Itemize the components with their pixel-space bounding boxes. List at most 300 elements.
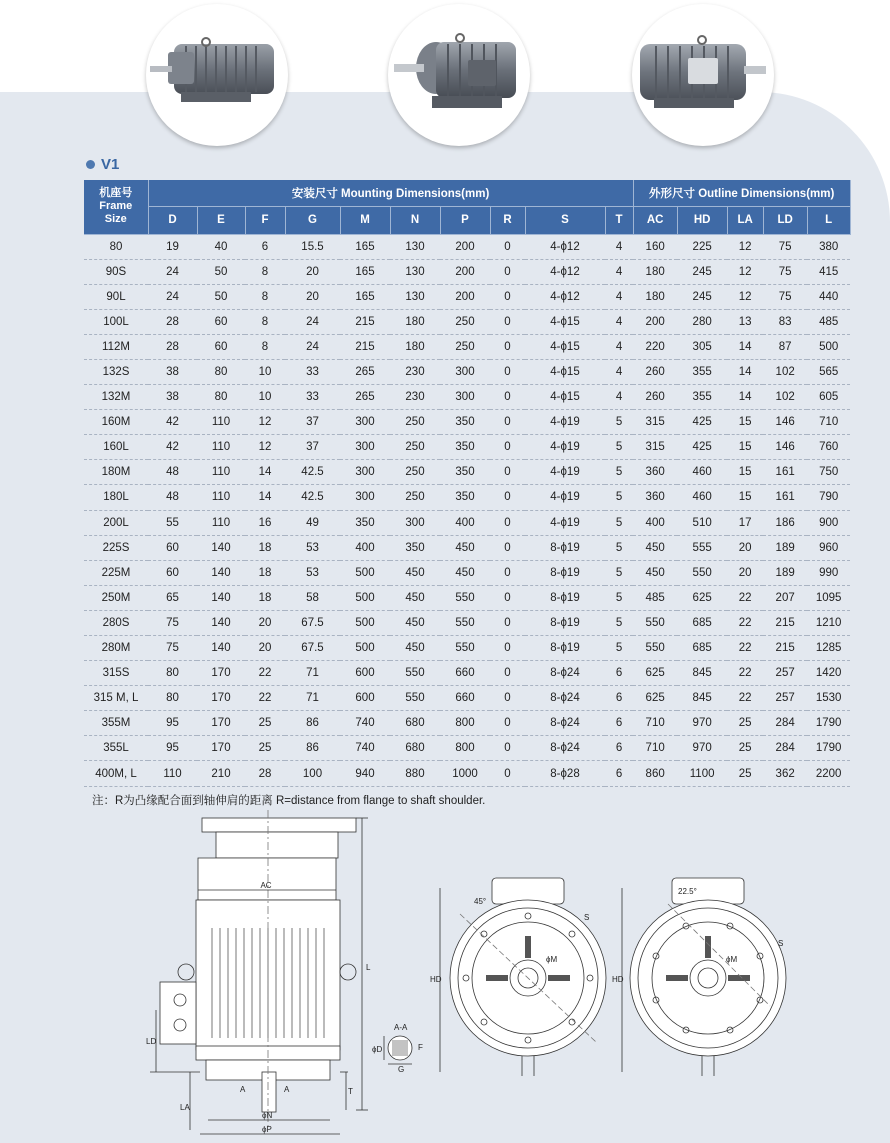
table-cell: 0 xyxy=(490,309,525,334)
table-cell: 1420 xyxy=(807,661,850,686)
table-row xyxy=(84,560,850,585)
table-cell: 140 xyxy=(197,560,245,585)
table-cell: 550 xyxy=(390,661,440,686)
table-cell: 65 xyxy=(148,585,197,610)
table-cell: 200 xyxy=(440,234,490,259)
column-header-ld: LD xyxy=(763,206,807,234)
table-cell: 8-ϕ24 xyxy=(525,736,605,761)
table-cell: 1790 xyxy=(807,711,850,736)
table-cell: 207 xyxy=(763,585,807,610)
table-cell: 53 xyxy=(285,560,340,585)
table-cell: 8 xyxy=(245,259,285,284)
footnote: 注：R为凸缘配合面到轴伸肩的距离 R=distance from flange to shaft shoulder. xyxy=(92,795,486,807)
table-cell: 4 xyxy=(605,259,633,284)
table-cell: 500 xyxy=(807,334,850,359)
table-cell: 450 xyxy=(633,535,677,560)
table-cell: 102 xyxy=(763,385,807,410)
table-cell: 22 xyxy=(245,686,285,711)
frame-size-cell: 280S xyxy=(84,610,148,635)
table-cell: 165 xyxy=(340,284,390,309)
table-cell: 1285 xyxy=(807,636,850,661)
motor-photo-1 xyxy=(146,4,288,146)
table-cell: 6 xyxy=(605,661,633,686)
table-cell: 180 xyxy=(633,284,677,309)
table-cell: 350 xyxy=(340,510,390,535)
table-cell: 350 xyxy=(390,535,440,560)
table-cell: 140 xyxy=(197,636,245,661)
label-d: ϕD xyxy=(372,1045,383,1054)
table-cell: 4-ϕ15 xyxy=(525,334,605,359)
table-cell: 20 xyxy=(245,610,285,635)
frame-size-cell: 225S xyxy=(84,535,148,560)
table-cell: 4-ϕ15 xyxy=(525,359,605,384)
table-cell: 75 xyxy=(148,610,197,635)
table-cell: 4-ϕ15 xyxy=(525,309,605,334)
table-cell: 225 xyxy=(677,234,727,259)
table-cell: 19 xyxy=(148,234,197,259)
table-cell: 24 xyxy=(148,284,197,309)
table-cell: 130 xyxy=(390,259,440,284)
table-cell: 0 xyxy=(490,686,525,711)
table-cell: 180 xyxy=(390,334,440,359)
table-row xyxy=(84,636,850,661)
label-s2: S xyxy=(778,939,784,948)
table-cell: 71 xyxy=(285,686,340,711)
label-ac: AC xyxy=(260,881,272,890)
table-cell: 4 xyxy=(605,385,633,410)
table-cell: 86 xyxy=(285,736,340,761)
frame-size-cell: 225M xyxy=(84,560,148,585)
table-cell: 940 xyxy=(340,761,390,786)
table-cell: 740 xyxy=(340,711,390,736)
table-cell: 37 xyxy=(285,410,340,435)
table-cell: 86 xyxy=(285,711,340,736)
table-cell: 315 xyxy=(633,410,677,435)
table-cell: 600 xyxy=(340,686,390,711)
frame-size-cell: 90S xyxy=(84,259,148,284)
table-cell: 415 xyxy=(807,259,850,284)
table-row xyxy=(84,510,850,535)
side-view-drawing xyxy=(150,810,368,1134)
table-row xyxy=(84,385,850,410)
frame-size-header xyxy=(84,180,148,234)
table-cell: 50 xyxy=(197,259,245,284)
table-cell: 360 xyxy=(633,460,677,485)
table-cell: 230 xyxy=(390,359,440,384)
table-cell: 250 xyxy=(440,334,490,359)
table-cell: 53 xyxy=(285,535,340,560)
label-a2: A xyxy=(284,1085,290,1094)
table-cell: 760 xyxy=(807,435,850,460)
table-cell: 500 xyxy=(340,560,390,585)
table-cell: 6 xyxy=(605,736,633,761)
table-cell: 5 xyxy=(605,485,633,510)
table-cell: 0 xyxy=(490,334,525,359)
table-cell: 460 xyxy=(677,460,727,485)
table-cell: 25 xyxy=(245,711,285,736)
table-cell: 22 xyxy=(727,585,763,610)
table-cell: 4-ϕ19 xyxy=(525,485,605,510)
table-cell: 740 xyxy=(340,736,390,761)
table-cell: 4-ϕ19 xyxy=(525,460,605,485)
table-cell: 350 xyxy=(440,410,490,435)
table-cell: 0 xyxy=(490,385,525,410)
table-cell: 215 xyxy=(340,309,390,334)
table-cell: 0 xyxy=(490,711,525,736)
frame-size-cell: 160L xyxy=(84,435,148,460)
table-cell: 60 xyxy=(197,309,245,334)
table-cell: 990 xyxy=(807,560,850,585)
table-cell: 625 xyxy=(633,661,677,686)
column-header-la: LA xyxy=(727,206,763,234)
table-cell: 110 xyxy=(197,435,245,460)
table-cell: 10 xyxy=(245,359,285,384)
table-cell: 305 xyxy=(677,334,727,359)
table-cell: 5 xyxy=(605,535,633,560)
table-cell: 220 xyxy=(633,334,677,359)
table-cell: 685 xyxy=(677,636,727,661)
table-cell: 67.5 xyxy=(285,636,340,661)
front-view-1-drawing xyxy=(440,878,606,1076)
table-row xyxy=(84,686,850,711)
table-cell: 8 xyxy=(245,309,285,334)
table-cell: 0 xyxy=(490,736,525,761)
table-cell: 12 xyxy=(727,284,763,309)
table-cell: 15 xyxy=(727,485,763,510)
table-cell: 38 xyxy=(148,359,197,384)
table-cell: 24 xyxy=(285,309,340,334)
table-cell: 22 xyxy=(727,686,763,711)
table-cell: 4 xyxy=(605,284,633,309)
table-cell: 12 xyxy=(727,259,763,284)
table-cell: 245 xyxy=(677,259,727,284)
table-cell: 440 xyxy=(807,284,850,309)
table-cell: 48 xyxy=(148,485,197,510)
table-cell: 180 xyxy=(390,309,440,334)
table-cell: 0 xyxy=(490,435,525,460)
table-cell: 400 xyxy=(440,510,490,535)
table-cell: 8-ϕ19 xyxy=(525,636,605,661)
table-cell: 80 xyxy=(148,661,197,686)
table-cell: 265 xyxy=(340,359,390,384)
front-view-2-drawing xyxy=(622,878,786,1076)
motor-photo-3 xyxy=(632,4,774,146)
table-cell: 17 xyxy=(727,510,763,535)
label-angle2: 22.5° xyxy=(678,887,697,896)
table-cell: 355 xyxy=(677,385,727,410)
mounting-dimensions-header: 安装尺寸 Mounting Dimensions(mm) xyxy=(148,180,633,206)
table-row xyxy=(84,259,850,284)
table-cell: 140 xyxy=(197,610,245,635)
table-cell: 284 xyxy=(763,736,807,761)
section-title xyxy=(86,156,119,173)
frame-size-cell: 112M xyxy=(84,334,148,359)
table-cell: 0 xyxy=(490,485,525,510)
table-cell: 300 xyxy=(390,510,440,535)
frame-size-cell: 100L xyxy=(84,309,148,334)
table-cell: 42 xyxy=(148,435,197,460)
table-cell: 28 xyxy=(148,334,197,359)
table-row xyxy=(84,309,850,334)
table-cell: 55 xyxy=(148,510,197,535)
table-cell: 42.5 xyxy=(285,485,340,510)
table-cell: 450 xyxy=(390,610,440,635)
table-cell: 42 xyxy=(148,410,197,435)
table-cell: 625 xyxy=(677,585,727,610)
table-cell: 0 xyxy=(490,535,525,560)
table-cell: 40 xyxy=(197,234,245,259)
table-cell: 18 xyxy=(245,560,285,585)
table-cell: 18 xyxy=(245,535,285,560)
table-cell: 8-ϕ24 xyxy=(525,711,605,736)
table-cell: 250 xyxy=(390,485,440,510)
table-cell: 15 xyxy=(727,410,763,435)
shaft-section-drawing xyxy=(384,1036,412,1064)
table-cell: 22 xyxy=(727,636,763,661)
table-cell: 12 xyxy=(245,435,285,460)
table-cell: 161 xyxy=(763,485,807,510)
table-cell: 4 xyxy=(605,309,633,334)
table-cell: 380 xyxy=(807,234,850,259)
table-cell: 250 xyxy=(390,435,440,460)
table-cell: 450 xyxy=(633,560,677,585)
label-n: ϕN xyxy=(262,1111,273,1120)
table-cell: 33 xyxy=(285,359,340,384)
table-cell: 300 xyxy=(340,435,390,460)
table-cell: 25 xyxy=(727,711,763,736)
table-cell: 550 xyxy=(633,636,677,661)
table-cell: 170 xyxy=(197,711,245,736)
table-cell: 350 xyxy=(440,460,490,485)
table-cell: 189 xyxy=(763,560,807,585)
table-cell: 257 xyxy=(763,686,807,711)
label-s1: S xyxy=(584,913,590,922)
frame-header-en2: Size xyxy=(104,213,127,226)
table-cell: 33 xyxy=(285,385,340,410)
table-cell: 22 xyxy=(727,610,763,635)
table-cell: 8 xyxy=(245,284,285,309)
table-cell: 110 xyxy=(197,460,245,485)
table-cell: 300 xyxy=(340,460,390,485)
label-aa: A-A xyxy=(394,1023,408,1032)
table-cell: 4 xyxy=(605,234,633,259)
table-cell: 165 xyxy=(340,234,390,259)
frame-size-cell: 355L xyxy=(84,736,148,761)
table-cell: 284 xyxy=(763,711,807,736)
table-cell: 460 xyxy=(677,485,727,510)
table-cell: 20 xyxy=(245,636,285,661)
technical-drawings xyxy=(0,810,890,1143)
table-cell: 265 xyxy=(340,385,390,410)
table-cell: 170 xyxy=(197,736,245,761)
table-cell: 710 xyxy=(807,410,850,435)
dimensions-table xyxy=(84,180,851,787)
table-cell: 257 xyxy=(763,661,807,686)
table-cell: 685 xyxy=(677,610,727,635)
table-cell: 450 xyxy=(440,560,490,585)
table-cell: 1100 xyxy=(677,761,727,786)
table-cell: 0 xyxy=(490,410,525,435)
table-cell: 24 xyxy=(148,259,197,284)
table-cell: 550 xyxy=(677,560,727,585)
table-cell: 140 xyxy=(197,585,245,610)
table-row xyxy=(84,485,850,510)
column-header-g: G xyxy=(285,206,340,234)
table-cell: 790 xyxy=(807,485,850,510)
label-g: G xyxy=(398,1065,405,1074)
table-row xyxy=(84,761,850,786)
table-cell: 200 xyxy=(633,309,677,334)
frame-size-cell: 355M xyxy=(84,711,148,736)
table-cell: 110 xyxy=(197,510,245,535)
table-cell: 625 xyxy=(633,686,677,711)
table-cell: 500 xyxy=(340,636,390,661)
table-row xyxy=(84,284,850,309)
table-cell: 510 xyxy=(677,510,727,535)
table-row xyxy=(84,234,850,259)
table-cell: 960 xyxy=(807,535,850,560)
table-cell: 60 xyxy=(148,535,197,560)
table-cell: 260 xyxy=(633,385,677,410)
column-header-d: D xyxy=(148,206,197,234)
table-cell: 60 xyxy=(197,334,245,359)
frame-size-cell: 80 xyxy=(84,234,148,259)
table-cell: 4-ϕ19 xyxy=(525,410,605,435)
table-cell: 1530 xyxy=(807,686,850,711)
table-cell: 450 xyxy=(390,636,440,661)
table-cell: 970 xyxy=(677,711,727,736)
table-cell: 4 xyxy=(605,359,633,384)
table-cell: 130 xyxy=(390,284,440,309)
column-header-s: S xyxy=(525,206,605,234)
table-cell: 25 xyxy=(727,761,763,786)
motor-photo-2 xyxy=(388,4,530,146)
frame-size-cell: 250M xyxy=(84,585,148,610)
table-cell: 500 xyxy=(340,585,390,610)
table-cell: 750 xyxy=(807,460,850,485)
frame-size-cell: 90L xyxy=(84,284,148,309)
table-cell: 28 xyxy=(148,309,197,334)
table-cell: 315 xyxy=(633,435,677,460)
table-cell: 4-ϕ12 xyxy=(525,284,605,309)
table-cell: 100 xyxy=(285,761,340,786)
table-cell: 80 xyxy=(148,686,197,711)
table-cell: 485 xyxy=(807,309,850,334)
column-header-row xyxy=(84,206,850,234)
table-cell: 130 xyxy=(390,234,440,259)
table-cell: 362 xyxy=(763,761,807,786)
table-cell: 161 xyxy=(763,460,807,485)
table-cell: 75 xyxy=(148,636,197,661)
table-cell: 300 xyxy=(340,410,390,435)
table-cell: 22 xyxy=(245,661,285,686)
table-cell: 6 xyxy=(605,711,633,736)
table-cell: 400 xyxy=(340,535,390,560)
table-cell: 14 xyxy=(727,385,763,410)
frame-size-cell: 180M xyxy=(84,460,148,485)
table-cell: 5 xyxy=(605,510,633,535)
table-cell: 565 xyxy=(807,359,850,384)
table-cell: 67.5 xyxy=(285,610,340,635)
table-cell: 13 xyxy=(727,309,763,334)
table-row xyxy=(84,585,850,610)
table-cell: 215 xyxy=(763,636,807,661)
table-cell: 50 xyxy=(197,284,245,309)
table-cell: 8-ϕ24 xyxy=(525,661,605,686)
table-row xyxy=(84,410,850,435)
table-cell: 845 xyxy=(677,661,727,686)
table-cell: 230 xyxy=(390,385,440,410)
table-cell: 8-ϕ24 xyxy=(525,686,605,711)
table-cell: 186 xyxy=(763,510,807,535)
table-cell: 200 xyxy=(440,259,490,284)
table-cell: 110 xyxy=(197,485,245,510)
table-cell: 110 xyxy=(148,761,197,786)
table-cell: 14 xyxy=(727,334,763,359)
section-title-text: V1 xyxy=(101,156,120,173)
table-cell: 550 xyxy=(440,636,490,661)
table-body xyxy=(84,234,850,786)
table-cell: 300 xyxy=(440,359,490,384)
frame-size-cell: 280M xyxy=(84,636,148,661)
table-cell: 4-ϕ15 xyxy=(525,385,605,410)
table-cell: 28 xyxy=(245,761,285,786)
table-cell: 280 xyxy=(677,309,727,334)
table-cell: 6 xyxy=(605,686,633,711)
label-l: L xyxy=(366,963,371,972)
table-cell: 146 xyxy=(763,435,807,460)
table-cell: 250 xyxy=(440,309,490,334)
table-cell: 5 xyxy=(605,610,633,635)
table-cell: 1000 xyxy=(440,761,490,786)
table-cell: 20 xyxy=(285,284,340,309)
table-cell: 800 xyxy=(440,736,490,761)
table-cell: 20 xyxy=(285,259,340,284)
frame-size-cell: 200L xyxy=(84,510,148,535)
table-cell: 160 xyxy=(633,234,677,259)
table-cell: 75 xyxy=(763,259,807,284)
table-cell: 189 xyxy=(763,535,807,560)
table-cell: 5 xyxy=(605,636,633,661)
table-cell: 18 xyxy=(245,585,285,610)
table-cell: 80 xyxy=(197,385,245,410)
table-cell: 15 xyxy=(727,435,763,460)
table-cell: 550 xyxy=(633,610,677,635)
table-cell: 5 xyxy=(605,560,633,585)
table-cell: 83 xyxy=(763,309,807,334)
table-cell: 87 xyxy=(763,334,807,359)
table-cell: 0 xyxy=(490,510,525,535)
table-cell: 0 xyxy=(490,610,525,635)
table-cell: 48 xyxy=(148,460,197,485)
frame-size-cell: 160M xyxy=(84,410,148,435)
table-cell: 71 xyxy=(285,661,340,686)
table-cell: 880 xyxy=(390,761,440,786)
table-cell: 400 xyxy=(633,510,677,535)
label-la: LA xyxy=(180,1103,190,1112)
table-cell: 14 xyxy=(245,460,285,485)
table-cell: 58 xyxy=(285,585,340,610)
table-cell: 16 xyxy=(245,510,285,535)
table-cell: 245 xyxy=(677,284,727,309)
table-cell: 845 xyxy=(677,686,727,711)
table-cell: 300 xyxy=(340,485,390,510)
table-row xyxy=(84,334,850,359)
column-header-e: E xyxy=(197,206,245,234)
table-cell: 95 xyxy=(148,736,197,761)
table-cell: 450 xyxy=(440,535,490,560)
table-cell: 250 xyxy=(390,460,440,485)
